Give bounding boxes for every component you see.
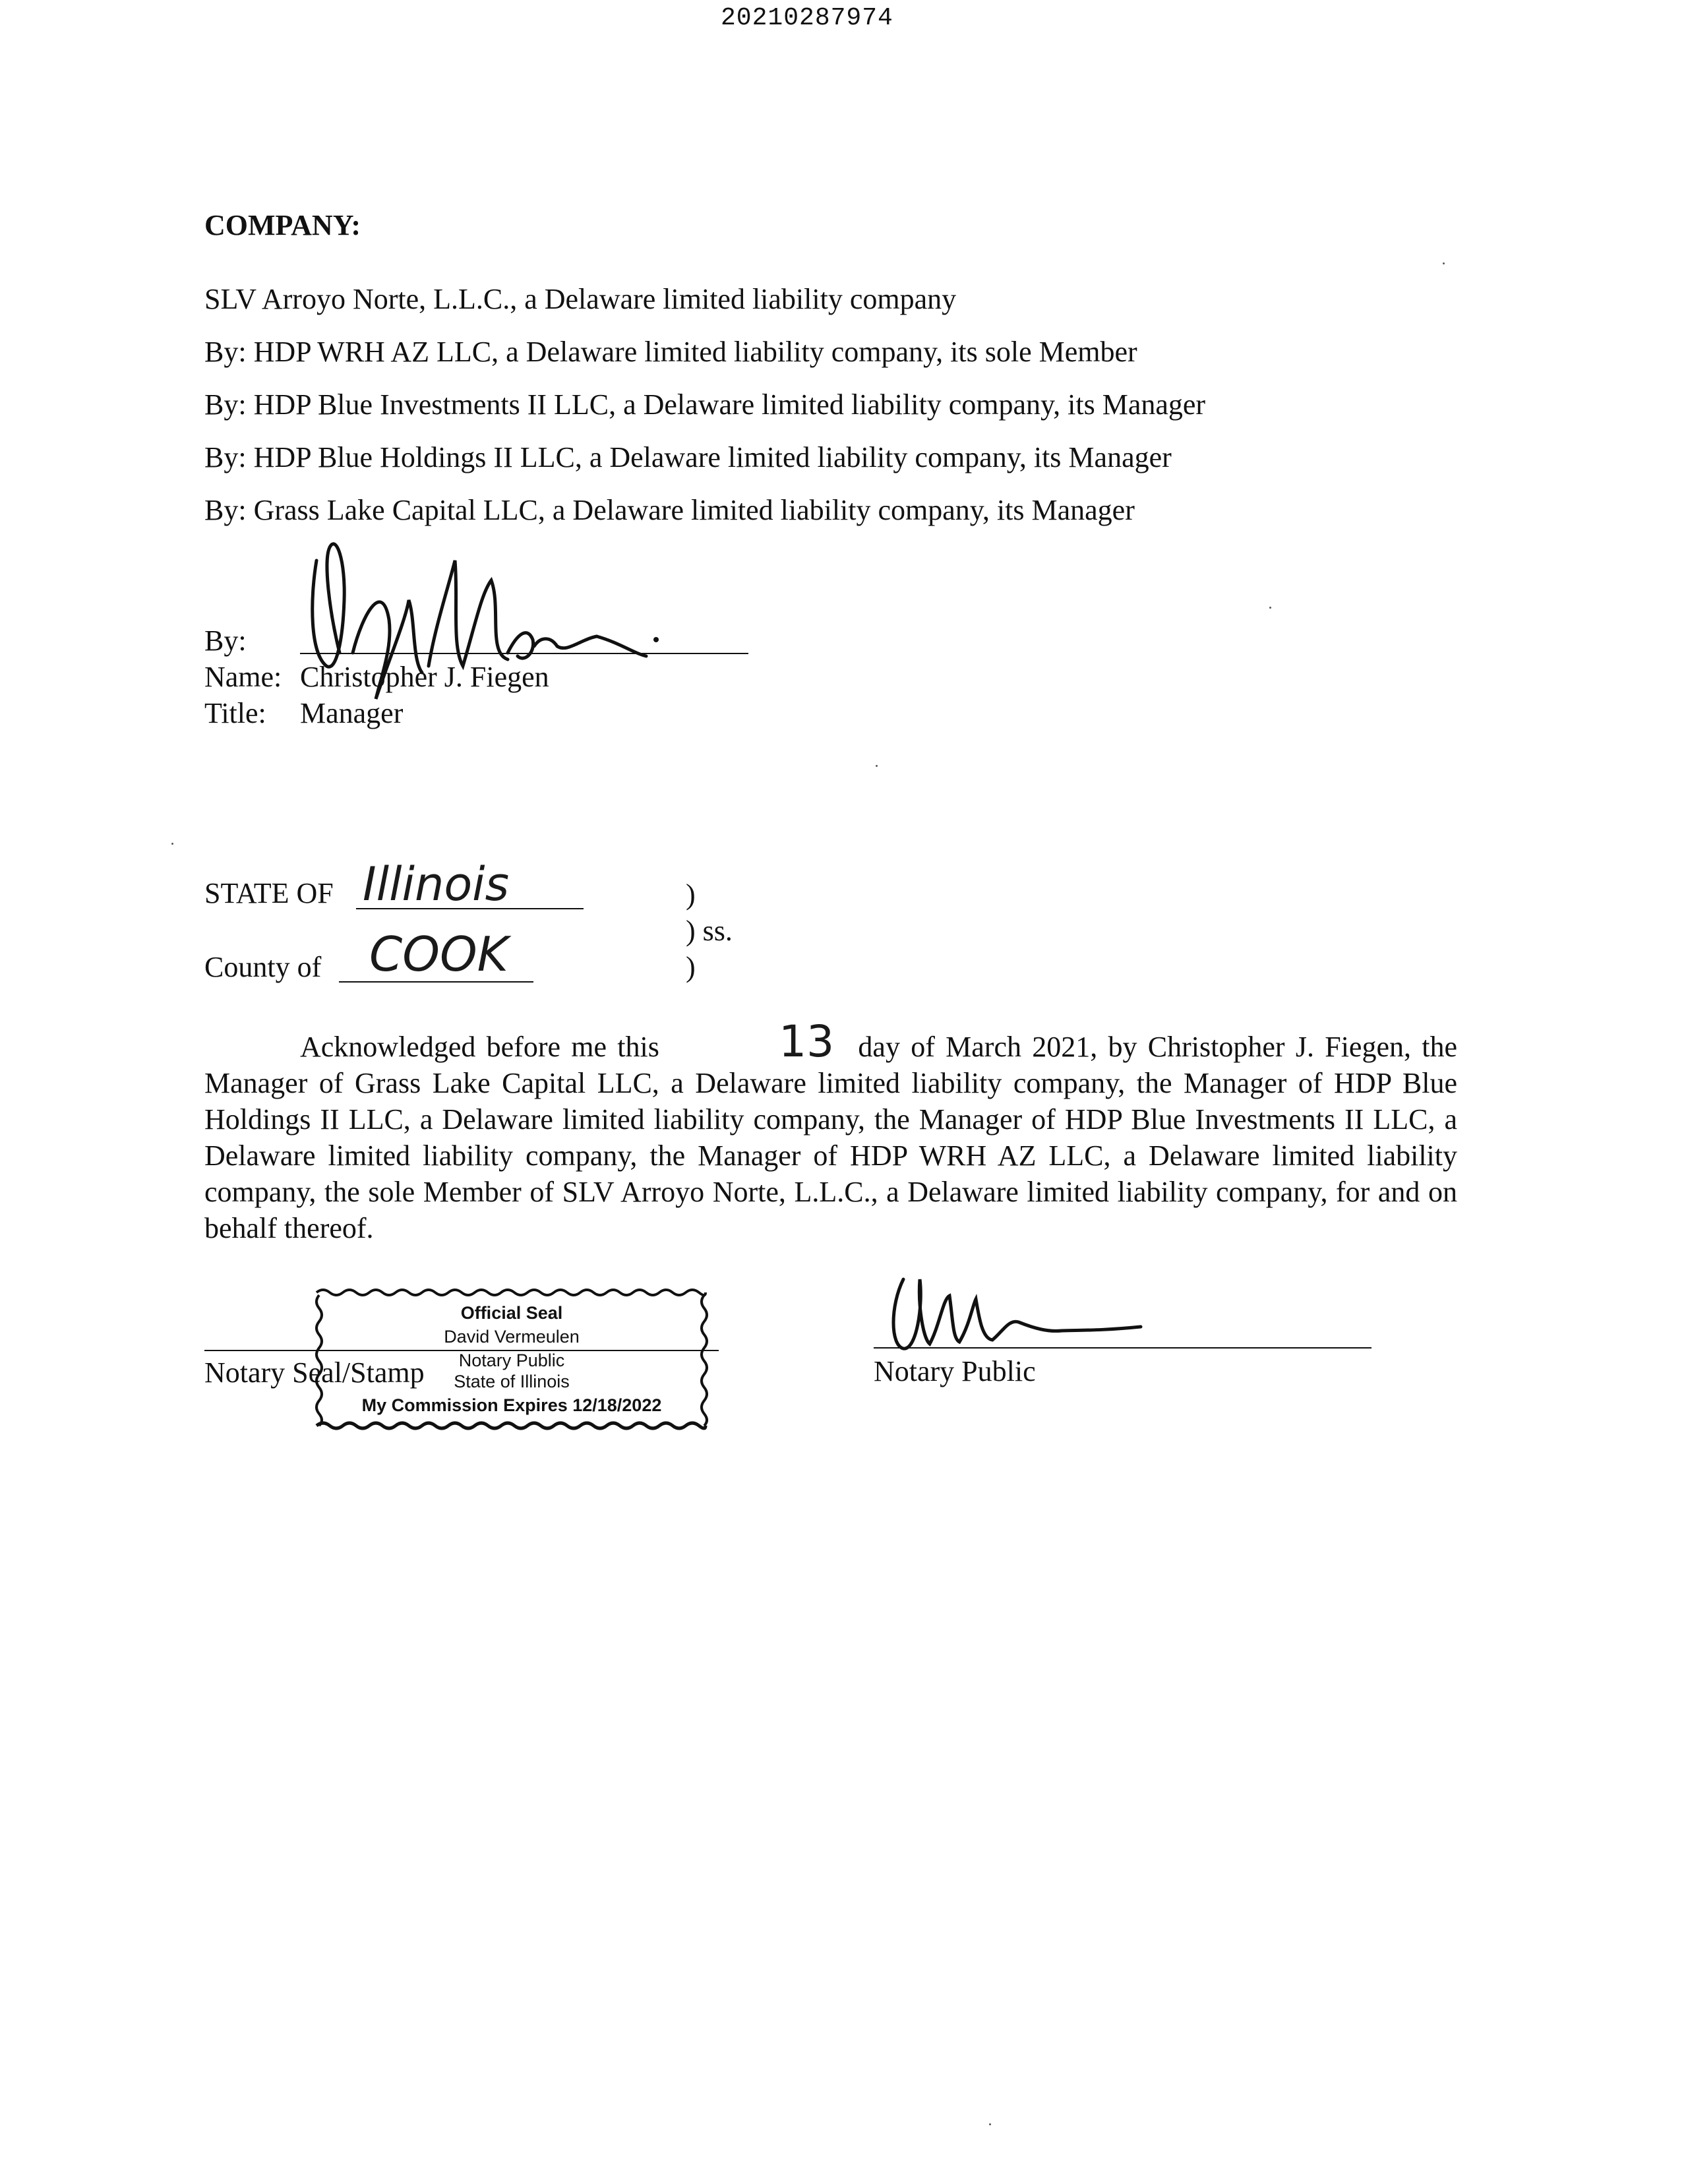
company-line: By: HDP Blue Holdings II LLC, a Delaware limited liability company, its Manager	[204, 441, 1172, 473]
state-label: STATE OF	[204, 877, 334, 909]
notary-seal-label: Notary Seal/Stamp	[204, 1356, 425, 1389]
title-label: Title:	[204, 697, 266, 729]
company-line: By: HDP Blue Investments II LLC, a Delaware limited liability company, its Manager	[204, 388, 1206, 421]
scan-speck	[989, 2123, 991, 2125]
day-handwritten: 13	[779, 1016, 835, 1067]
notary-stamp	[310, 1286, 713, 1432]
acknowledgment-paragraph	[204, 1016, 1458, 1246]
document-number: 20210287974	[721, 4, 893, 32]
signer-title: Manager	[300, 697, 404, 729]
signature-scribble	[290, 521, 673, 719]
scan-speck	[171, 843, 173, 845]
stamp-line: David Vermeulen	[444, 1327, 580, 1347]
company-line: SLV Arroyo Norte, L.L.C., a Delaware limited liability company	[204, 283, 957, 315]
county-label: County of	[204, 951, 322, 983]
company-line: By: HDP WRH AZ LLC, a Delaware limited liability company, its sole Member	[204, 336, 1137, 368]
company-line: By: Grass Lake Capital LLC, a Delaware limited liability company, its Manager	[204, 494, 1135, 526]
ack-intro: Acknowledged before me this	[300, 1031, 659, 1063]
scan-speck	[876, 765, 878, 767]
notary-public-label: Notary Public	[874, 1355, 1036, 1387]
stamp-line: Official Seal	[460, 1303, 563, 1323]
ss-label: ) ss.	[686, 915, 733, 947]
scan-speck	[1269, 607, 1271, 609]
stamp-line: My Commission Expires 12/18/2022	[361, 1395, 662, 1415]
by-label: By:	[204, 624, 247, 657]
signer-name: Christopher J. Fiegen	[300, 661, 549, 693]
stamp-line: Notary Public	[458, 1350, 565, 1370]
company-heading: COMPANY:	[204, 209, 361, 241]
notary-signature-scribble	[884, 1266, 1160, 1365]
county-handwritten: COOK	[369, 926, 508, 982]
stamp-line: State of Illinois	[454, 1372, 570, 1391]
paren: )	[686, 878, 696, 911]
state-handwritten: Illinois	[363, 857, 510, 911]
ack-body: day of March 2021, by Christopher J. Fiegen, the Manager of Grass Lake Capital LLC, a Delaware limited liability company, the Manager of HDP Blue Holdings II LLC, a Delaware limited liability company, the Manager of HDP Blue Investments II LLC, a Delaware limited liability company, the Manager of HDP WRH AZ LLC, a Delaware limited liability company, the sole Member of SLV Arroyo Norte, L.L.C., a Delaware limited liability company, for and on behalf thereof.	[204, 1031, 1458, 1244]
scan-speck	[1443, 262, 1445, 264]
paren: )	[686, 951, 696, 983]
name-label: Name:	[204, 661, 282, 693]
